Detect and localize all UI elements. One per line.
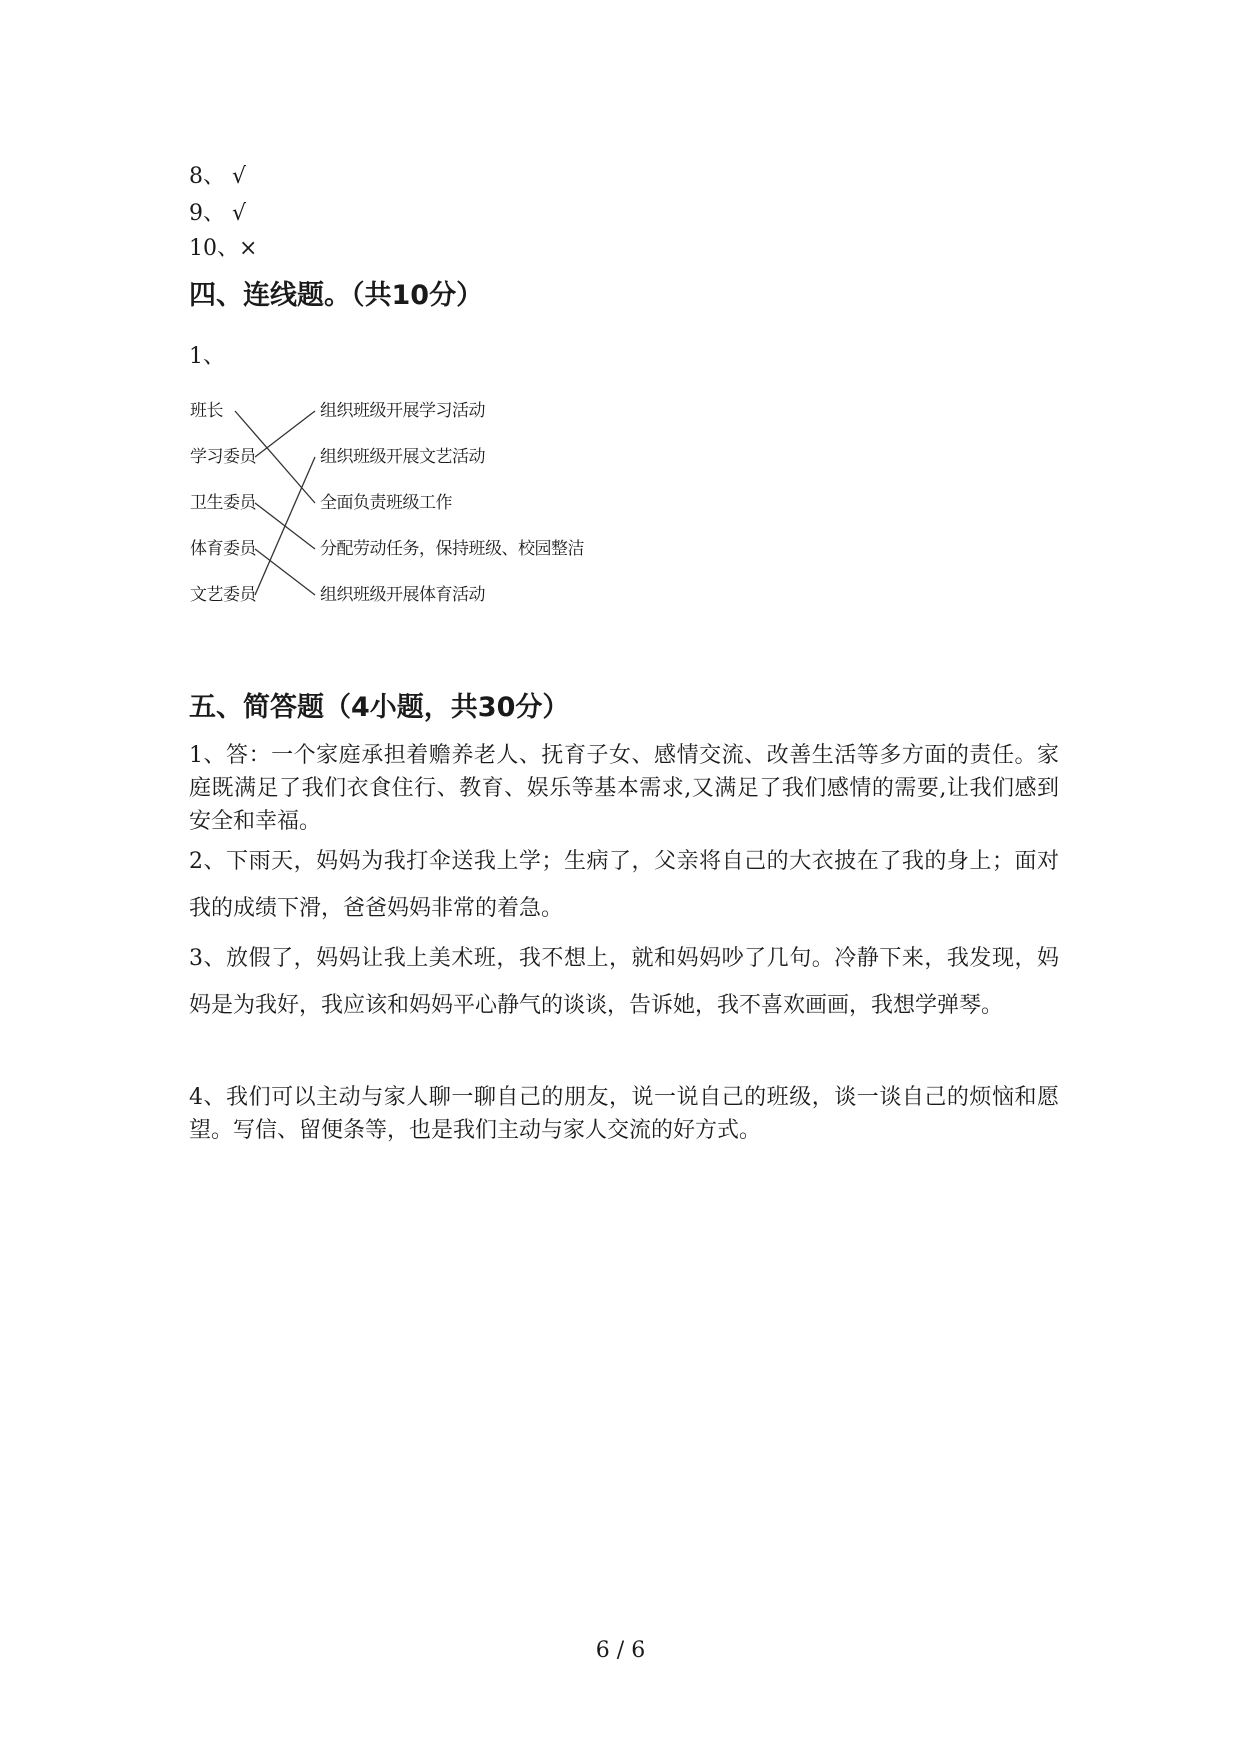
right-item-study-activities: 组织班级开展学习活动 xyxy=(320,401,485,421)
match-line xyxy=(255,457,315,595)
short-answer-1: 1、答：一个家庭承担着赡养老人、抚育子女、感情交流、改善生活等多方面的责任。家庭既满足了我们衣食住行、教育、娱乐等基本需求,又满足了我们感情的需要,让我们感到安全和幸福。 xyxy=(189,743,1059,834)
section-5-heading: 五、简答题（4小题，共30分） xyxy=(189,692,570,723)
left-item-sports-committee: 体育委员 xyxy=(190,539,256,559)
matching-diagram xyxy=(180,395,584,625)
short-answer-3: 3、放假了，妈妈让我上美术班，我不想上，就和妈妈吵了几句。冷静下来，我发现，妈妈是为我好，我应该和妈妈平心静气的谈谈，告诉她，我不喜欢画画，我想学弹琴。 xyxy=(189,946,1059,1018)
left-item-study-committee: 学习委员 xyxy=(190,447,256,467)
answer-item-9: 9、 √ xyxy=(189,201,247,226)
left-item-arts-committee: 文艺委员 xyxy=(190,585,256,605)
left-item-class-monitor: 班长 xyxy=(190,401,223,421)
match-line xyxy=(255,549,315,595)
left-item-hygiene-committee: 卫生委员 xyxy=(190,493,256,513)
right-item-sports-activities: 组织班级开展体育活动 xyxy=(320,585,485,605)
section-4-heading: 四、连线题。（共10分） xyxy=(189,280,484,311)
page-number: 6 / 6 xyxy=(595,1638,646,1663)
short-answer-4: 4、我们可以主动与家人聊一聊自己的朋友，说一说自己的班级，谈一谈自己的烦恼和愿望。写信、留便条等，也是我们主动与家人交流的好方式。 xyxy=(189,1085,1059,1143)
right-item-labor-tasks: 分配劳动任务，保持班级、校园整洁 xyxy=(320,539,584,559)
right-item-overall-responsibility: 全面负责班级工作 xyxy=(320,493,452,513)
match-line xyxy=(255,411,315,457)
short-answer-2: 2、下雨天，妈妈为我打伞送我上学；生病了，父亲将自己的大衣披在了我的身上；面对我的成绩下滑，爸爸妈妈非常的着急。 xyxy=(189,849,1059,921)
answer-item-10: 10、× xyxy=(189,236,258,261)
right-item-arts-activities: 组织班级开展文艺活动 xyxy=(320,447,485,467)
answer-item-8: 8、 √ xyxy=(189,164,247,189)
matching-question-number: 1、 xyxy=(189,344,225,369)
